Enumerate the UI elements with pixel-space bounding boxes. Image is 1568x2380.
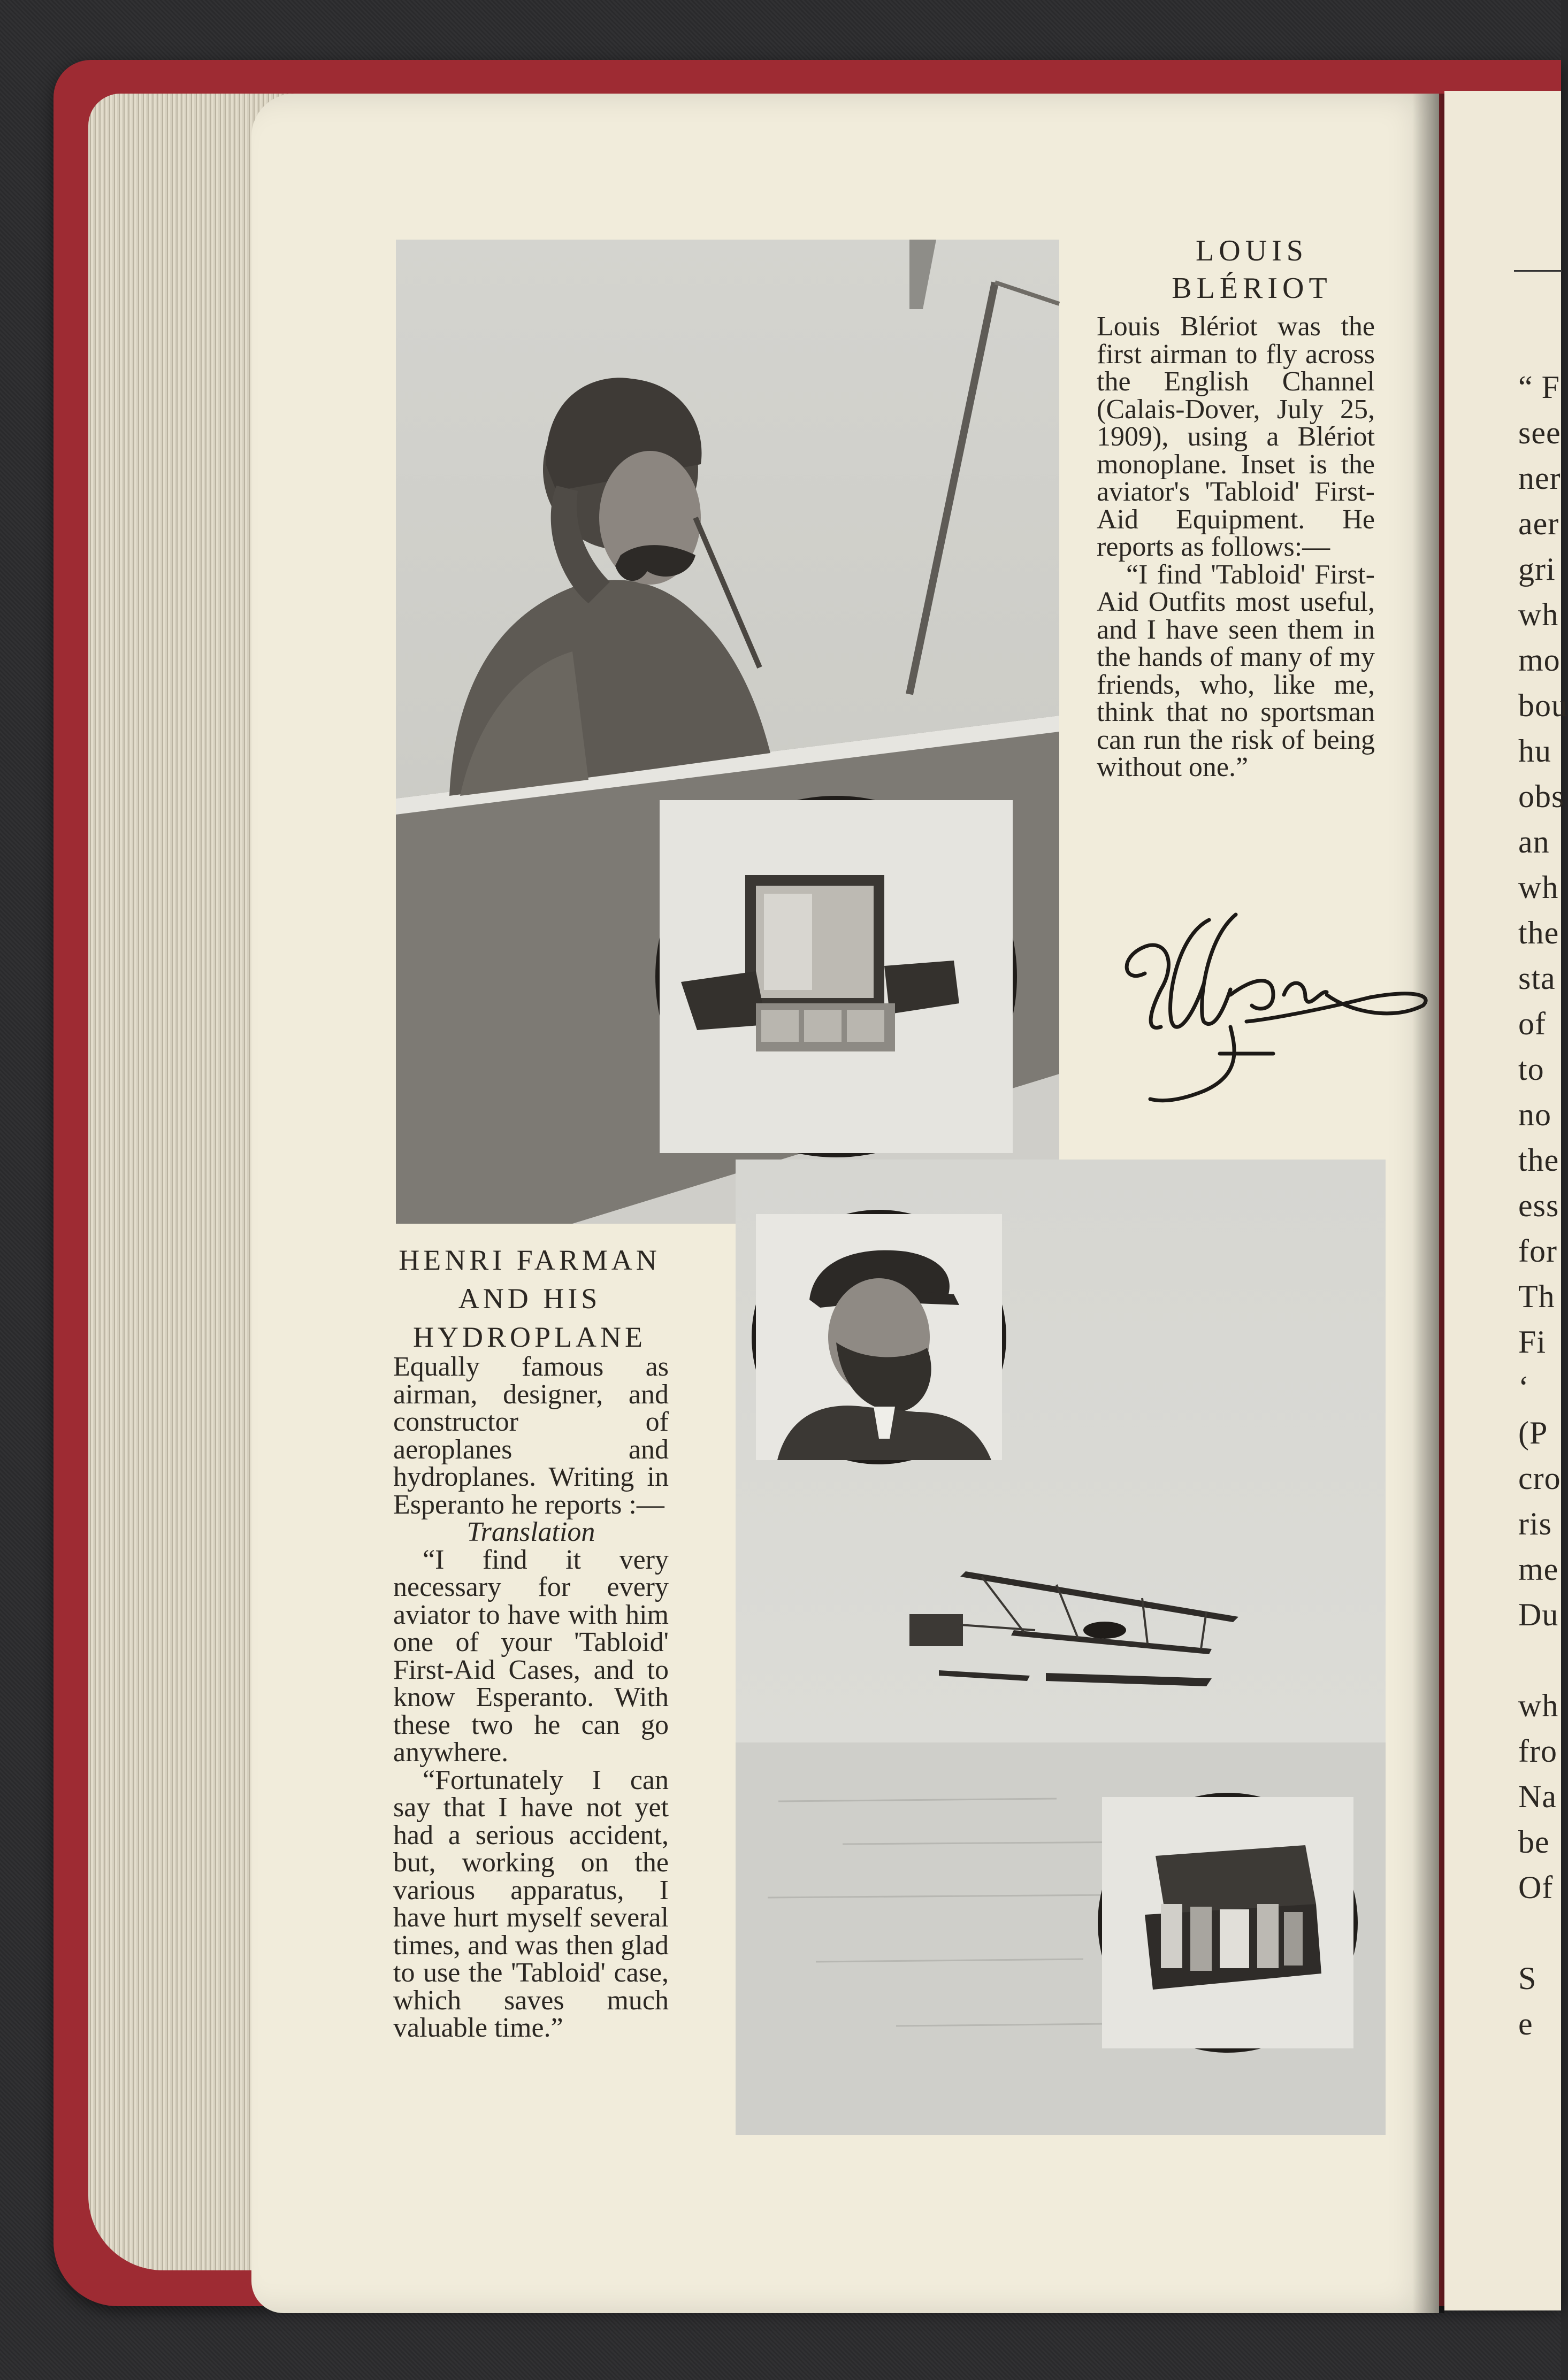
facing-page-line: (P [1518,1415,1548,1450]
facing-page-line: hu [1518,733,1551,769]
farman-first-aid-inset [1098,1793,1358,2053]
translation-label: Translation [466,1517,595,1547]
facing-page-line: Na [1518,1779,1557,1814]
farman-portrait-icon [756,1214,1002,1460]
facing-page-line: obs [1518,779,1565,814]
facing-page-line: an [1518,824,1550,859]
farman-heading [391,1241,669,1356]
facing-page-line: see [1518,415,1561,450]
facing-page-line: me [1518,1552,1559,1587]
facing-page-line: be [1518,1824,1550,1860]
farman-quote-1: “I find it very necessary for every aviator to have with him one of your 'Tabloid' First-Aid Cases, and to know Esperanto. With these two he can go anywhere. [393,1544,669,1768]
bleriot-heading-line2: BLÉRIOT [1172,272,1332,305]
facing-page-line: fro [1518,1733,1557,1769]
farman-intro: Equally famous as airman, designer, and constructor of aeroplanes and hydroplanes. Writing in Esperanto he reports :— [393,1352,669,1520]
facing-page-rule [1514,270,1562,272]
facing-page-line: sta [1518,961,1556,996]
bleriot-heading [1129,230,1375,309]
first-aid-case-icon [1102,1797,1353,2048]
facing-page-line: mo [1518,642,1561,678]
page-gutter [1412,94,1444,2313]
facing-page-line: ner [1518,460,1561,496]
farman-heading-line3: HYDROPLANE [412,1321,646,1353]
facing-page-line: bou [1518,688,1568,723]
facing-page-line: to [1518,1051,1544,1087]
facing-page-line: ‘ [1518,1370,1529,1405]
bleriot-first-aid-inset [655,796,1017,1157]
farman-heading-line2: AND HIS [458,1283,601,1315]
bleriot-intro: Louis Blériot was the first airman to fly across the English Channel (Calais-Dover, July 25, 1909), using a Blériot monoplane. Inset is the aviator's 'Tabloid' First-Aid Equipment. He reports as follows:— [1097,311,1375,562]
facing-page-line: aer [1518,506,1559,541]
facing-page-line: the [1518,1142,1559,1178]
facing-page-line: S [1518,1961,1537,1996]
facing-page-line: gri [1518,551,1556,587]
facing-page-line: “ F [1518,370,1560,405]
facing-page-line: Th [1518,1279,1555,1314]
facing-page-line: for [1518,1233,1557,1269]
facing-page-line: wh [1518,597,1559,632]
facing-page-line: cro [1518,1461,1561,1496]
farman-body [393,1353,669,2042]
facing-page-line: ris [1518,1506,1552,1541]
signature-icon [1113,904,1428,1128]
bleriot-body [1097,313,1375,781]
facing-page-line: the [1518,915,1559,950]
bleriot-heading-line1: LOUIS [1196,234,1308,267]
facing-page-line: ess [1518,1188,1559,1223]
bleriot-quote: “I find 'Tabloid' First-Aid Outfits most useful, and I have seen them in the hands of many of my friends, who, like me, think that no sportsman can run the risk of being without one.” [1097,559,1375,782]
facing-page-line: no [1518,1097,1551,1132]
first-aid-kit-icon [660,800,1013,1153]
farman-heading-line1: HENRI FARMAN [399,1244,661,1276]
facing-page-line: wh [1518,1688,1559,1723]
facing-page-line: Of [1518,1870,1554,1905]
facing-page-line: Du [1518,1597,1559,1632]
facing-page-line: of [1518,1006,1546,1041]
facing-page-line: wh [1518,870,1559,905]
farman-portrait-inset [752,1210,1006,1464]
facing-page-line: e [1518,2006,1533,2041]
farman-quote-2: “Fortunately I can say that I have not yet had a serious accident, but, working on the various apparatus, I have hurt myself several times, and was then glad to use the 'Tabloid' case, which saves much valuable time.” [393,1764,669,2043]
bleriot-signature [1113,904,1428,1128]
facing-page-line: Fi [1518,1324,1547,1360]
